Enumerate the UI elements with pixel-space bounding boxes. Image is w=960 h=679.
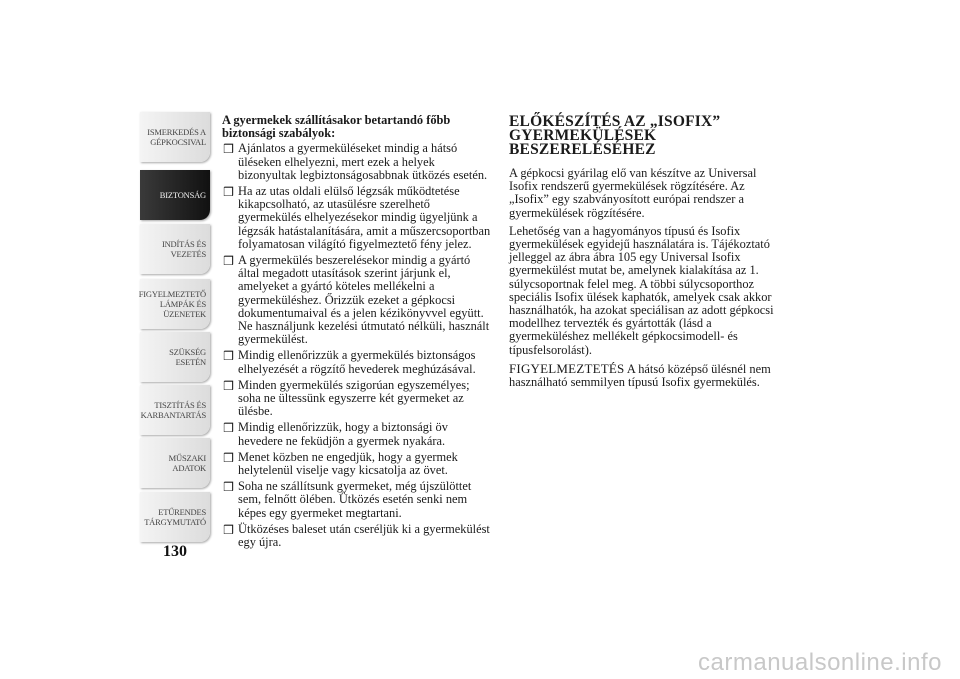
safety-rules-list xyxy=(222,142,494,549)
warning-label: FIGYELMEZTETÉS xyxy=(509,360,625,376)
page-number: 130 xyxy=(163,543,187,560)
checkbox-bullet-icon: ❒ xyxy=(223,480,234,495)
checkbox-bullet-icon: ❒ xyxy=(223,450,234,465)
checkbox-bullet-icon: ❒ xyxy=(223,421,234,436)
list-item: ❒ Mindig ellenőrizzük, hogy a biztonsági öv hevedere ne feküdjön a gyermek nyakára. xyxy=(223,420,448,448)
safety-rules-heading: A gyermekek szállításakor betartandó főbb biztonsági szabályok: xyxy=(222,113,451,141)
list-item: ❒ Minden gyermekülés szigorúan egyszemélyes; soha ne ültessünk egyszerre két gyermeket az ülésbe. xyxy=(223,377,470,419)
right-column xyxy=(509,115,785,394)
list-item: ❒ Ütközéses baleset után cseréljük ki a gyermekülést egy újra. xyxy=(223,521,490,550)
section-tabs xyxy=(140,112,210,542)
checkbox-bullet-icon: ❒ xyxy=(223,522,234,537)
tab-biztonsag[interactable]: BIZTONSÁG xyxy=(140,170,210,220)
tab-muszaki[interactable]: MŰSZAKI ADATOK xyxy=(140,438,210,488)
warning-text: A hátsó középső ülésnél nem használható semmilyen típusú Isofix gyermekülés. xyxy=(509,361,771,390)
paragraph: A gépkocsi gyárilag elő van készítve az Universal Isofix rendszerű gyermekülések rögzítésére. Az „Isofix” egy szabványosított európai rendszer a gyermekülések rögzítésére. xyxy=(509,166,757,220)
checkbox-bullet-icon: ❒ xyxy=(223,254,234,269)
paragraph: Lehetőség van a hagyományos típusú és Isofix gyermekülések egyidejű használatára is. Tájékoztató jelleggel az ábra ábra 105 egy Universal Isofix gyermekülést mutat be, amelynek kialakítása az 1. súlycsoportnak felel meg. A többi súlycsoporthoz speciális Isofix ülések kaphatók, amelyek csak akkor használhatók, ha azokat speciálisan az adott gépkocsi modellhez tervezték és gyártották (lásd a gyermeküléshez mellékelt gépkocsimodell- és típusfelsorolást). xyxy=(509,223,774,357)
list-item: ❒ A gyermekülés beszerelésekor mindig a gyártó által megadott utasítások szerint járjunk el, amelyeket a gyártó köteles mellékelni a gyermeküléshez. Őrizzük ezeket a gépkocsi dokumentumaival és a jelen kézikönyvvel együtt. Ne használjunk kezelési útmutató nélküli, használt gyermekülést. xyxy=(223,253,490,347)
checkbox-bullet-icon: ❒ xyxy=(223,378,234,393)
section-title: ELŐKÉSZÍTÉS AZ „ISOFIX” GYERMEKÜLÉSEK BESZERELÉSÉHEZ xyxy=(509,113,721,158)
warning-paragraph xyxy=(509,362,785,389)
watermark: carmanualsonline.info xyxy=(698,649,942,676)
left-column xyxy=(222,114,494,552)
checkbox-bullet-icon: ❒ xyxy=(223,185,234,200)
list-item: ❒ Ajánlatos a gyermeküléseket mindig a hátsó üléseken elhelyezni, mert ezek a helyek bizonyultak legbiztonságosabbnak ütközés esetén. xyxy=(223,141,488,182)
list-item: ❒ Menet közben ne engedjük, hogy a gyermek helytelenül viselje vagy kicsatolja az övet. xyxy=(223,449,458,478)
checkbox-bullet-icon: ❒ xyxy=(223,142,234,157)
list-item: ❒ Ha az utas oldali elülső légzsák működtetése kikapcsolható, az utasülésre szerelhető gyermekülés elhelyezésekor mindig ügyeljünk a légzsák hatástalanítására, amit a műszercsoportban folyamatosan világító figyelmeztető fény jelez. xyxy=(223,184,491,251)
tab-targymutato[interactable]: ETŰRENDES TÁRGYMUTATÓ xyxy=(140,492,210,542)
tab-tisztitas[interactable]: TISZTÍTÁS ÉS KARBANTARTÁS xyxy=(140,385,210,435)
tab-ismerkedes[interactable]: ISMERKEDÉS A GÉPKOCSIVAL xyxy=(140,112,210,162)
list-item: ❒ Soha ne szállítsunk gyermeket, még újszülöttet sem, felnőtt ölében. Ütközés esetén senki nem képes egy gyermeket megtartani. xyxy=(223,479,472,520)
list-item: ❒ Mindig ellenőrizzük a gyermekülés biztonságos elhelyezését a rögzítő hevederek meghúzásával. xyxy=(223,348,476,376)
tab-szukseg[interactable]: SZÜKSÉG ESETÉN xyxy=(140,332,210,382)
checkbox-bullet-icon: ❒ xyxy=(223,349,234,364)
tab-inditas[interactable]: INDÍTÁS ÉS VEZETÉS xyxy=(140,224,210,274)
tab-figyelmezteto[interactable]: FIGYELMEZTETŐ LÁMPÁK ÉS ÜZENETEK xyxy=(140,279,210,329)
